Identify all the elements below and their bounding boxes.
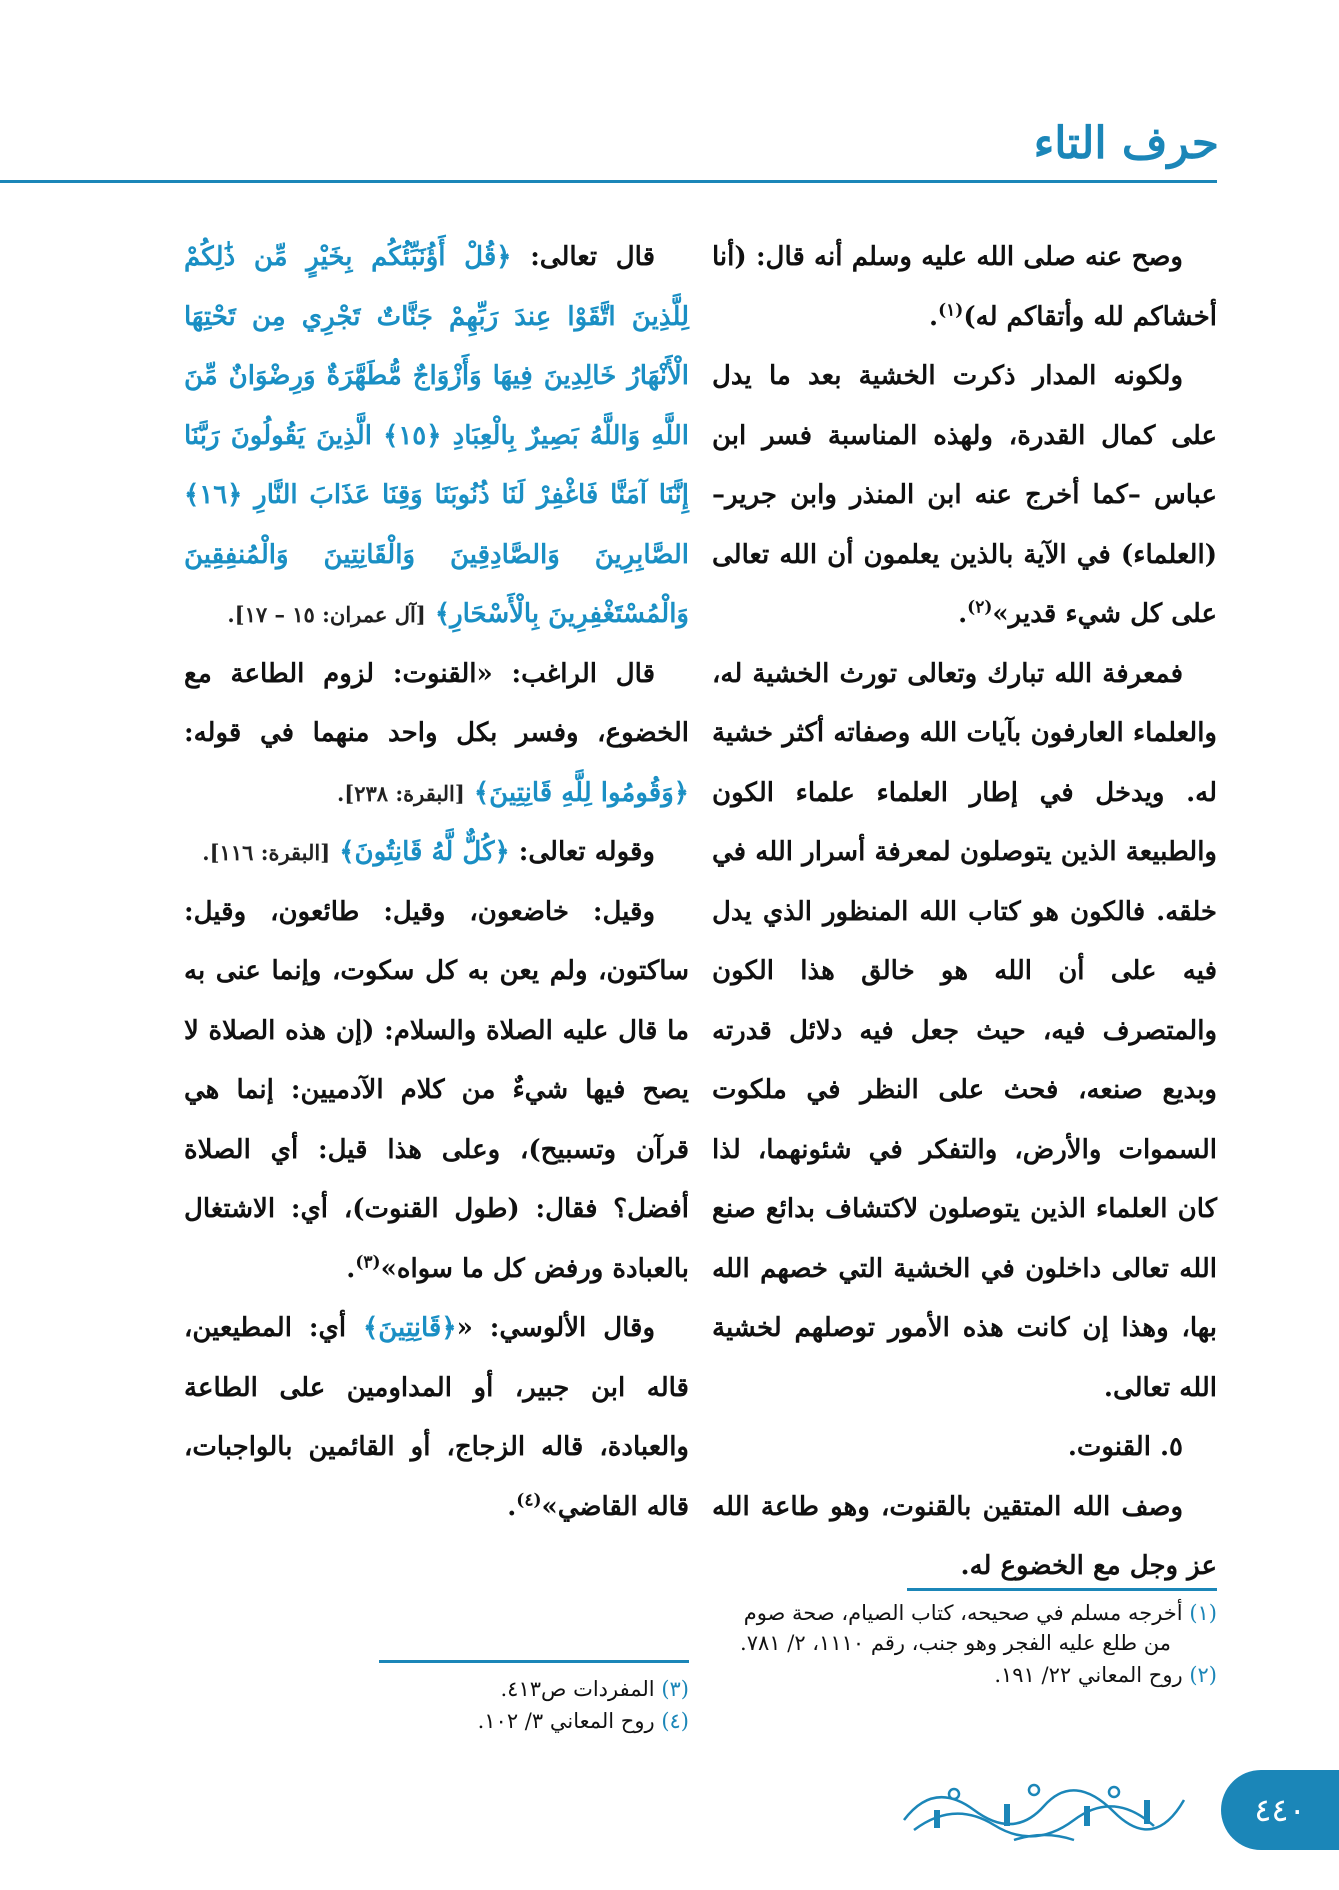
paragraph-text: ولكونه المدار ذكرت الخشية بعد ما يدل على كمال القدرة، ولهذه المناسبة فسر ابن عباس –كما أخرج عنه ابن المنذر وابن جرير– (العلماء) في الآية بالذين يعلمون أن الله تعالى على كل شيء قدير»	[712, 361, 1217, 629]
footnote-text: روح المعاني ٣/ ١٠٢.	[477, 1709, 655, 1733]
quran-verse: ﴿كُلٌّ لَّهُ قَانِتُونَ﴾	[339, 837, 510, 867]
paragraph	[184, 823, 689, 883]
paragraph-text: قال تعالى:	[530, 242, 655, 272]
footnote-marker[interactable]: (١)	[938, 299, 964, 320]
page-number: ٤٤٠	[1221, 1770, 1339, 1850]
paragraph: وصف الله المتقين بالقنوت، وهو طاعة الله عز وجل مع الخضوع له.	[712, 1491, 1217, 1581]
paragraph: وقيل: خاضعون، وقيل: طائعون، وقيل: ساكتون، ولم يعن به كل سكوت، وإنما عنى به ما قال عليه الصلاة والسلام: (إن هذه الصلاة لا يصح فيها شيءٌ من كلام الآدميين: إنما هي قرآن وتسبيح)، وعلى هذا قيل: أي الصلاة أفضل؟ فقال: (طول القنوت)، أي: الاشتغال بالعبادة ورفض كل ما سواه»$^{(٣)}$.	[184, 896, 689, 1284]
paragraph-text: وقال الألوسي: «	[456, 1313, 656, 1343]
quran-verse: ﴿قَانِتِينَ﴾	[363, 1313, 457, 1343]
footnote-text: المفردات ص٤١٣.	[500, 1677, 655, 1701]
footnote-number: (٣)	[661, 1677, 689, 1701]
paragraph-text: وقيل: خاضعون، وقيل: طائعون، وقيل: ساكتون، ولم يعن به كل سكوت، وإنما عنى به ما قال عليه الصلاة والسلام: (إن هذه الصلاة لا يصح فيها شيءٌ من كلام الآدميين: إنما هي قرآن وتسبيح)، وعلى هذا قيل: أي الصلاة أفضل؟ فقال: (طول القنوت)، أي: الاشتغال بالعبادة ورفض كل ما سواه»	[184, 896, 689, 1284]
paragraph: وصح عنه صلى الله عليه وسلم أنه قال: (أنا أخشاكم لله وأتقاكم له)$^{(١)}$.	[712, 242, 1217, 332]
footnote	[194, 1706, 689, 1736]
footnote-divider	[379, 1660, 689, 1663]
section-title: حرف التاء	[1033, 118, 1219, 169]
footnote-marker[interactable]: (٢)	[967, 597, 993, 618]
footnotes-left	[194, 1674, 689, 1738]
footnote-marker[interactable]: (٤)	[516, 1489, 542, 1510]
encyclopedia-logo	[894, 1770, 1194, 1852]
footnote-number: (٤)	[661, 1709, 689, 1733]
right-column	[712, 228, 1217, 1597]
verse-reference: [البقرة: ١١٦].	[202, 840, 331, 865]
footnotes-right	[722, 1598, 1217, 1692]
header-rule	[0, 180, 1217, 183]
paragraph-text: وصح عنه صلى الله عليه وسلم أنه قال: (أنا أخشاكم لله وأتقاكم له)	[712, 242, 1217, 332]
left-column	[184, 228, 689, 1537]
footnote-divider	[907, 1588, 1217, 1591]
paragraph: فمعرفة الله تبارك وتعالى تورث الخشية له، والعلماء العارفون بآيات الله وصفاته أكثر خشية له. ويدخل في إطار العلماء علماء الكون والطبيعة الذين يتوصلون لمعرفة أسرار الله في خلقه. فالكون هو كتاب الله المنظور الذي يدل فيه على أن الله هو خالق هذا الكون والمتصرف فيه، حيث جعل فيه دلائل قدرته وبديع صنعه، فحث على النظر في ملكوت السموات والأرض، والتفكر في شئونهما، لذا كان العلماء الذين يتوصلون لاكتشاف بدائع صنع الله تعالى داخلون في الخشية التي خصهم الله بها، وهذا إن كانت هذه الأمور توصلهم لخشية الله تعالى.	[712, 658, 1218, 1403]
footnote-marker[interactable]: (٣)	[355, 1251, 381, 1272]
paragraph: وقال الألوسي: «﴿قَانِتِينَ﴾ أي: المطيعين، قاله ابن جبير، أو المداومين على الطاعة والعبادة، قاله الزجاج، أو القائمين بالواجبات، قاله القاضي»$^{(٤)}$.	[184, 1313, 689, 1522]
paragraph-text: أي: المطيعين، قاله ابن جبير، أو المداومين على الطاعة والعبادة، قاله الزجاج، أو القائمين بالواجبات، قاله القاضي»	[184, 1313, 689, 1522]
footnote-text: روح المعاني ٢٢/ ١٩١.	[994, 1663, 1183, 1687]
paragraph	[184, 228, 689, 645]
verse-reference: [البقرة: ٢٣٨].	[336, 780, 465, 806]
footnote	[722, 1598, 1217, 1658]
paragraph	[184, 645, 689, 824]
footnote-number: (٢)	[1189, 1663, 1217, 1687]
quran-verse: ﴿وَقُومُوا لِلَّهِ قَانِتِينَ﴾	[473, 777, 689, 808]
footnote	[194, 1674, 689, 1704]
footnote-text: أخرجه مسلم في صحيحه، كتاب الصيام، صحة صوم من طلع عليه الفجر وهو جنب، رقم ١١١٠، ٢/ ٧٨١.	[740, 1601, 1183, 1655]
quran-verse: ﴿قُلْ أَؤُنَبِّئُكُم بِخَيْرٍ مِّن ذَٰلِكُمْ لِلَّذِينَ اتَّقَوْا عِندَ رَبِّهِمْ جَنَّاتٌ تَجْرِي مِن تَحْتِهَا الْأَنْهَارُ خَالِدِينَ فِيهَا وَأَزْوَاجٌ مُّطَهَّرَةٌ وَرِضْوَانٌ مِّنَ اللَّهِ وَاللَّهُ بَصِيرٌ بِالْعِبَادِ ﴿١٥﴾ الَّذِينَ يَقُولُونَ رَبَّنَا إِنَّنَا آمَنَّا فَاغْفِرْ لَنَا ذُنُوبَنَا وَقِنَا عَذَابَ النَّارِ ﴿١٦﴾ الصَّابِرِينَ وَالصَّادِقِينَ وَالْقَانِتِينَ وَالْمُنفِقِينَ وَالْمُسْتَغْفِرِينَ بِالْأَسْحَارِ﴾	[184, 242, 689, 629]
footnote	[722, 1660, 1217, 1690]
paragraph: ولكونه المدار ذكرت الخشية بعد ما يدل على كمال القدرة، ولهذه المناسبة فسر ابن عباس –كما أخرج عنه ابن المنذر وابن جرير– (العلماء) في الآية بالذين يعلمون أن الله تعالى على كل شيء قدير»$^{(٢)}$.	[712, 361, 1217, 629]
verse-reference: [آل عمران: ١٥ – ١٧].	[227, 602, 426, 627]
footnote-number: (١)	[1189, 1601, 1217, 1625]
paragraph-text: وقوله تعالى:	[518, 837, 655, 867]
section-heading: ٥. القنوت.	[1067, 1432, 1183, 1462]
paragraph-text: قال الراغب: «القنوت: لزوم الطاعة مع الخضوع، وفسر بكل واحد منهما في قوله:	[184, 658, 689, 748]
